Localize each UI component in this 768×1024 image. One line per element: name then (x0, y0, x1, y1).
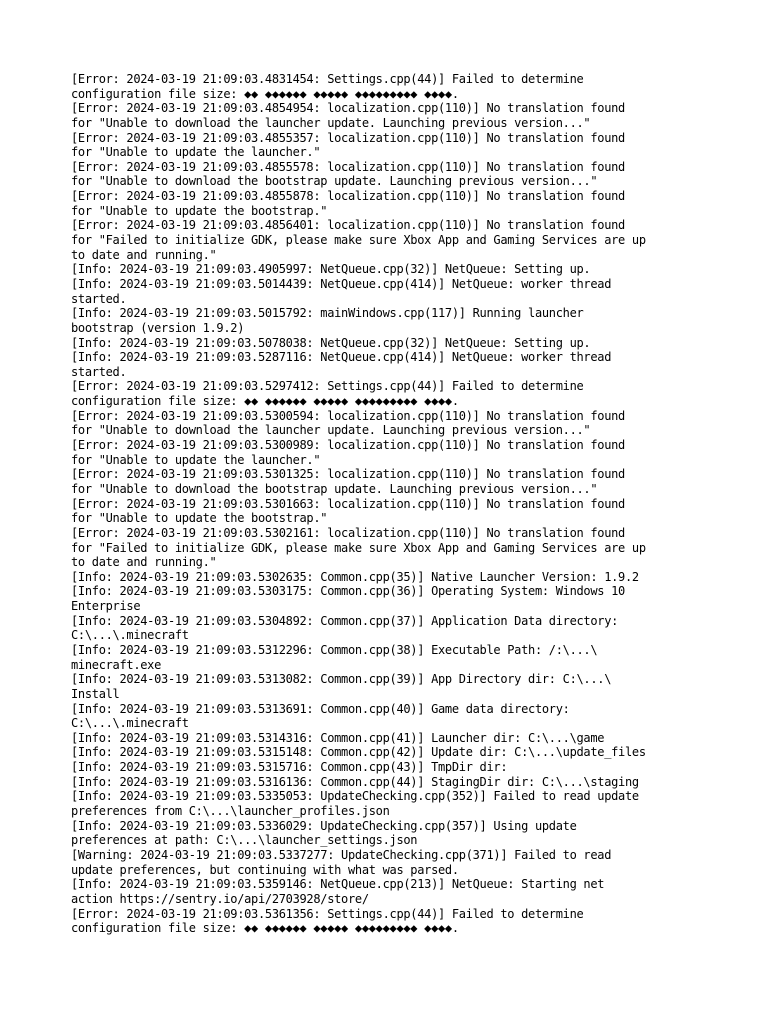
log-line: [Info: 2024-03-19 21:09:03.5014439: NetQueue.cpp(414)] NetQueue: worker thread (71, 276, 612, 291)
log-line: preferences from C:\...\launcher_profiles.json (71, 804, 390, 819)
log-line: update preferences, but continuing with what was parsed. (71, 862, 459, 877)
log-line: [Error: 2024-03-19 21:09:03.5300594: localization.cpp(110)] No translation found (71, 408, 625, 423)
log-line: [Info: 2024-03-19 21:09:03.5314316: Common.cpp(41)] Launcher dir: C:\...\game (71, 730, 605, 745)
log-line: for "Unable to download the bootstrap update. Launching previous version..." (71, 481, 598, 496)
log-line: for "Failed to initialize GDK, please make sure Xbox App and Gaming Services are up (71, 233, 646, 248)
log-line: Install (71, 686, 120, 701)
log-line: action https://sentry.io/api/2703928/store/ (71, 891, 369, 906)
log-line: [Error: 2024-03-19 21:09:03.5300989: localization.cpp(110)] No translation found (71, 438, 625, 453)
log-line: [Info: 2024-03-19 21:09:03.5078038: NetQueue.cpp(32)] NetQueue: Setting up. (71, 335, 591, 350)
log-line: [Error: 2024-03-19 21:09:03.4855578: localization.cpp(110)] No translation found (71, 159, 625, 174)
log-line: for "Unable to update the launcher." (71, 452, 321, 467)
log-line: [Info: 2024-03-19 21:09:03.5315716: Common.cpp(43)] TmpDir dir: (71, 760, 508, 775)
log-line: [Error: 2024-03-19 21:09:03.5301663: localization.cpp(110)] No translation found (71, 496, 625, 511)
log-line: [Error: 2024-03-19 21:09:03.4855357: localization.cpp(110)] No translation found (71, 130, 625, 145)
log-line: for "Unable to update the bootstrap." (71, 511, 328, 526)
log-line: [Info: 2024-03-19 21:09:03.5015792: mainWindows.cpp(117)] Running launcher (71, 306, 584, 321)
log-line: to date and running." (71, 555, 217, 570)
log-line: [Info: 2024-03-19 21:09:03.5287116: NetQueue.cpp(414)] NetQueue: worker thread (71, 350, 612, 365)
log-line: [Error: 2024-03-19 21:09:03.5297412: Settings.cpp(44)] Failed to determine (71, 379, 584, 394)
log-line: Enterprise (71, 599, 141, 614)
log-line: for "Unable to download the bootstrap update. Launching previous version..." (71, 174, 598, 189)
log-line: for "Unable to update the bootstrap." (71, 203, 328, 218)
log-line: [Info: 2024-03-19 21:09:03.5359146: NetQueue.cpp(213)] NetQueue: Starting net (71, 877, 605, 892)
log-line: [Error: 2024-03-19 21:09:03.4855878: localization.cpp(110)] No translation found (71, 189, 625, 204)
log-line: started. (71, 364, 127, 379)
log-line: [Info: 2024-03-19 21:09:03.5302635: Common.cpp(35)] Native Launcher Version: 1.9.2 (71, 569, 639, 584)
log-line: C:\...\.minecraft (71, 628, 189, 643)
log-line: [Info: 2024-03-19 21:09:03.5336029: UpdateChecking.cpp(357)] Using update (71, 818, 577, 833)
log-line: [Error: 2024-03-19 21:09:03.4854954: localization.cpp(110)] No translation found (71, 101, 625, 116)
log-line: configuration file size: ◆◆ ◆◆◆◆◆◆ ◆◆◆◆◆ ◆◆◆◆◆◆◆◆◆ ◆◆◆◆. (71, 86, 459, 101)
log-line: configuration file size: ◆◆ ◆◆◆◆◆◆ ◆◆◆◆◆ ◆◆◆◆◆◆◆◆◆ ◆◆◆◆. (71, 394, 459, 409)
log-line: [Info: 2024-03-19 21:09:03.5313691: Common.cpp(40)] Game data directory: (71, 701, 570, 716)
log-line: [Info: 2024-03-19 21:09:03.5304892: Common.cpp(37)] Application Data directory: (71, 613, 619, 628)
log-line: [Info: 2024-03-19 21:09:03.5313082: Common.cpp(39)] App Directory dir: C:\...\ (71, 672, 612, 687)
log-line: C:\...\.minecraft (71, 716, 189, 731)
log-line: [Error: 2024-03-19 21:09:03.5302161: localization.cpp(110)] No translation found (71, 525, 625, 540)
log-line: for "Unable to update the launcher." (71, 145, 321, 160)
log-line: [Info: 2024-03-19 21:09:03.5312296: Common.cpp(38)] Executable Path: /:\...\ (71, 642, 598, 657)
log-line: minecraft.exe (71, 657, 162, 672)
log-line: started. (71, 291, 127, 306)
log-line: [Warning: 2024-03-19 21:09:03.5337277: UpdateChecking.cpp(371)] Failed to read (71, 847, 612, 862)
log-line: for "Unable to download the launcher update. Launching previous version..." (71, 423, 591, 438)
log-line: bootstrap (version 1.9.2) (71, 320, 245, 335)
log-line: preferences at path: C:\...\launcher_settings.json (71, 833, 418, 848)
log-line: [Error: 2024-03-19 21:09:03.5361356: Settings.cpp(44)] Failed to determine (71, 906, 584, 921)
log-line: for "Unable to download the launcher update. Launching previous version..." (71, 115, 591, 130)
log-line: configuration file size: ◆◆ ◆◆◆◆◆◆ ◆◆◆◆◆ ◆◆◆◆◆◆◆◆◆ ◆◆◆◆. (71, 921, 459, 936)
log-line: [Info: 2024-03-19 21:09:03.5303175: Common.cpp(36)] Operating System: Windows 10 (71, 584, 625, 599)
log-line: [Info: 2024-03-19 21:09:03.5315148: Common.cpp(42)] Update dir: C:\...\update_files (71, 745, 646, 760)
log-text (71, 72, 711, 936)
log-line: [Info: 2024-03-19 21:09:03.5316136: Common.cpp(44)] StagingDir dir: C:\...\staging (71, 774, 639, 789)
log-line: for "Failed to initialize GDK, please make sure Xbox App and Gaming Services are up (71, 540, 646, 555)
log-line: [Error: 2024-03-19 21:09:03.4856401: localization.cpp(110)] No translation found (71, 218, 625, 233)
log-line: [Error: 2024-03-19 21:09:03.4831454: Settings.cpp(44)] Failed to determine (71, 72, 584, 86)
log-line: [Info: 2024-03-19 21:09:03.5335053: UpdateChecking.cpp(352)] Failed to read update (71, 789, 639, 804)
log-line: [Error: 2024-03-19 21:09:03.5301325: localization.cpp(110)] No translation found (71, 467, 625, 482)
log-line: to date and running." (71, 247, 217, 262)
log-line: [Info: 2024-03-19 21:09:03.4905997: NetQueue.cpp(32)] NetQueue: Setting up. (71, 262, 591, 277)
